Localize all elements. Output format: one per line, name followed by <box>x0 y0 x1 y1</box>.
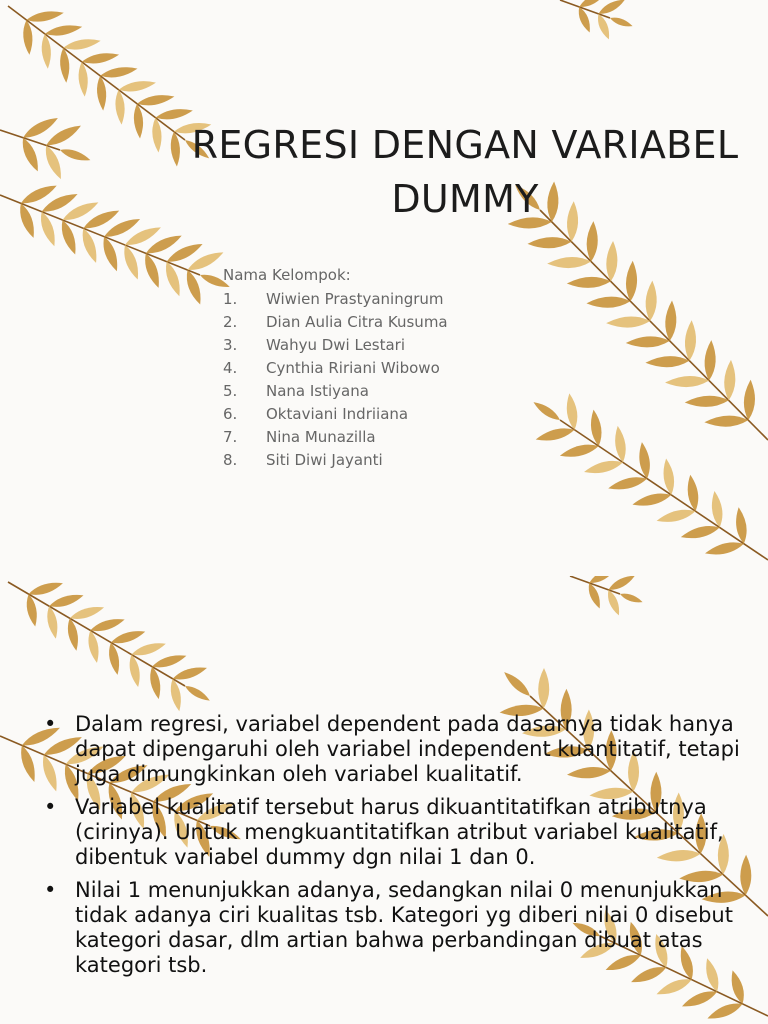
bullet-item <box>44 878 744 978</box>
bullet-text: Dalam regresi, variabel dependent pada dasarnya tidak hanya dapat dipengaruhi oleh variabel independent kuantitatif, tetapi juga dimungkinkan oleh variabel kualitatif. <box>75 712 740 786</box>
leaf-shape <box>645 355 689 368</box>
leaf-shape <box>607 474 648 493</box>
leaf-shape <box>58 218 80 256</box>
leaf-shape <box>141 252 163 290</box>
member-number: 7. <box>223 428 238 446</box>
leaf-shape <box>120 243 142 281</box>
bullet-marker: • <box>44 712 57 736</box>
leaf-shape <box>48 591 85 610</box>
leaf-shape <box>576 5 594 34</box>
member-name: Siti Diwi Jayanti <box>266 451 383 469</box>
leaf-shape <box>26 8 65 24</box>
branch-stem <box>560 420 768 560</box>
leaf-shape <box>595 12 613 41</box>
leaf-shape <box>538 668 550 709</box>
leaf-shape <box>586 296 630 309</box>
leaf-shape <box>631 490 672 509</box>
leaf-shape <box>99 64 138 80</box>
leaf-shape <box>664 300 677 341</box>
bullet-text: Nilai 1 menunjukkan adanya, sedangkan nilai 0 menunjukkan tidak adanya ciri kualitas tsb. Kategori yg diberi nilai 0 disebut kategori dasar, dlm artian bahwa perbandingan dibuat atas kategori tsb. <box>75 878 733 977</box>
leaf-shape <box>136 92 175 108</box>
leaf-shape <box>531 399 562 424</box>
leaf-shape <box>619 591 644 605</box>
bullet-item <box>44 712 744 787</box>
member-item <box>223 357 448 380</box>
leaf-shape <box>743 379 756 420</box>
leaf-shape <box>684 320 697 361</box>
leaf-shape <box>183 268 205 306</box>
branch-stem <box>8 582 185 686</box>
leaf-shape <box>16 202 38 240</box>
member-name: Oktaviani Indriiana <box>266 405 409 423</box>
leaf-shape <box>183 683 211 704</box>
leaf-shape <box>559 441 600 460</box>
leaf-shape <box>665 375 709 388</box>
leaf-shape <box>44 22 83 38</box>
leaf-shape <box>151 651 188 670</box>
leaf-shape <box>583 457 624 476</box>
bullet-marker: • <box>44 795 57 819</box>
member-name: Wiwien Prastyaningrum <box>266 290 444 308</box>
leaf-shape <box>704 539 745 558</box>
member-name: Cynthia Ririani Wibowo <box>266 359 440 377</box>
leaf-shape <box>118 78 157 94</box>
leaf-shape <box>547 256 591 269</box>
leaf-shape <box>99 235 121 273</box>
leaf-shape <box>645 280 658 321</box>
member-name: Wahyu Dwi Lestari <box>266 336 406 354</box>
leaf-shape <box>62 36 101 52</box>
leaf-shape <box>605 241 618 282</box>
leaf-shape <box>59 146 92 164</box>
member-name: Nina Munazilla <box>266 428 376 446</box>
leaf-shape <box>18 136 42 174</box>
title-line-1: REGRESI DENGAN VARIABEL <box>191 123 739 167</box>
member-item <box>223 403 448 426</box>
leaf-shape <box>37 210 59 248</box>
member-number: 3. <box>223 336 238 354</box>
member-item <box>223 288 448 311</box>
leaf-shape <box>625 260 638 301</box>
leaf-shape <box>110 627 147 646</box>
member-number: 8. <box>223 451 238 469</box>
leaf-shape <box>130 639 167 658</box>
title-line-2: DUMMY <box>391 177 539 221</box>
leaf-shape <box>534 425 575 444</box>
leaf-shape <box>626 335 670 348</box>
bullet-item <box>44 795 744 870</box>
leaf-shape <box>89 615 126 634</box>
bullet-text: Variabel kualitatif tersebut harus dikuantitatifkan atributnya (cirinya). Untuk mengkuantitatifkan atribut variabel kualitatif, dibentuk variabel dummy dgn nilai 1 dan 0. <box>75 795 724 869</box>
member-item <box>223 449 448 472</box>
leaf-shape <box>42 143 66 181</box>
leaf-shape <box>680 523 721 542</box>
member-name: Dian Aulia Citra Kusuma <box>266 313 448 331</box>
leaf-shape <box>17 744 39 784</box>
group-members <box>223 264 448 472</box>
group-label: Nama Kelompok: <box>223 266 351 284</box>
member-number: 6. <box>223 405 238 423</box>
leaf-shape <box>501 669 533 699</box>
bullet-list <box>44 712 744 986</box>
member-item <box>223 426 448 449</box>
leaf-shape <box>527 236 571 249</box>
leaf-shape <box>171 664 208 683</box>
leaf-shape <box>586 581 604 610</box>
member-number: 1. <box>223 290 238 308</box>
content-slide <box>0 576 768 1024</box>
bullet-marker: • <box>44 878 57 902</box>
leaf-shape <box>81 50 120 66</box>
leaf-shape <box>704 340 717 381</box>
leaf-shape <box>567 276 611 289</box>
member-number: 5. <box>223 382 238 400</box>
leaf-shape <box>586 221 599 262</box>
leaf-shape <box>79 227 101 265</box>
member-number: 4. <box>223 359 238 377</box>
member-item <box>223 380 448 403</box>
leaf-shape <box>606 316 650 329</box>
member-name: Nana Istiyana <box>266 382 369 400</box>
member-item <box>223 311 448 334</box>
leaf-shape <box>605 588 623 617</box>
leaf-shape <box>609 15 634 29</box>
branch-stem <box>8 6 185 140</box>
leaf-shape <box>684 395 728 408</box>
leaf-shape <box>723 360 736 401</box>
leaf-shape <box>27 579 64 598</box>
slide-title <box>170 118 760 226</box>
leaf-shape <box>162 260 184 298</box>
member-number: 2. <box>223 313 238 331</box>
leaf-shape <box>655 506 696 525</box>
member-item <box>223 334 448 357</box>
leaf-shape <box>704 415 748 428</box>
leaf-shape <box>68 603 105 622</box>
